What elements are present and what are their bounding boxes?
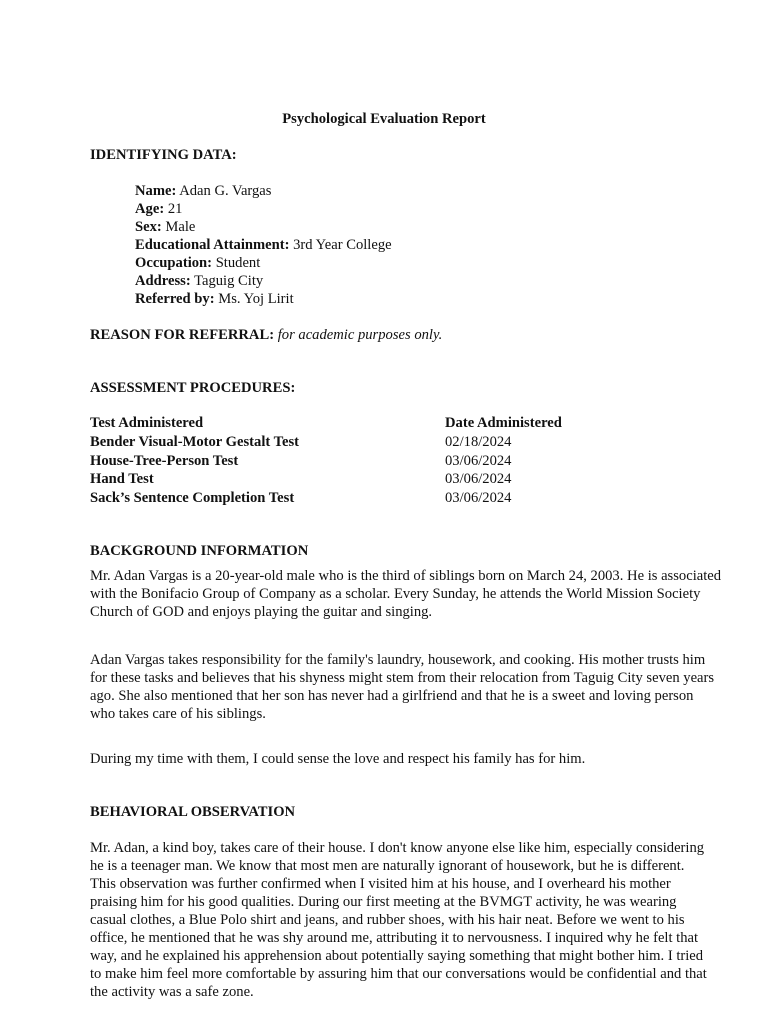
field-value: Adan G. Vargas bbox=[179, 183, 272, 199]
text-line: to make him feel more comfortable by assuring him that our conversations would be confidential and that bbox=[90, 966, 707, 982]
text-line: casual clothes, a Blue Polo shirt and jeans, and rubber shoes, with his hair neat. Before we went to his bbox=[90, 912, 685, 928]
field-label: Occupation: bbox=[135, 255, 213, 271]
behavioral-heading: BEHAVIORAL OBSERVATION bbox=[90, 804, 296, 820]
field-education bbox=[135, 236, 392, 254]
text-line: Church of GOD and enjoys playing the guitar and singing. bbox=[90, 604, 433, 620]
column-header-date: Date Administered bbox=[445, 415, 562, 431]
text-line: Adan Vargas takes responsibility for the family's laundry, housework, and cooking. His mother trusts him bbox=[90, 652, 706, 668]
field-name bbox=[135, 182, 271, 200]
field-value: Male bbox=[165, 219, 196, 235]
field-value: Taguig City bbox=[194, 273, 264, 289]
text-line: he is a teenager man. We know that most men are naturally ignorant of housework, but he is different. bbox=[90, 858, 685, 874]
text-line: praising him for his good qualities. During our first meeting at the BVMGT activity, he was wearing bbox=[90, 894, 677, 910]
text-line: the activity was a safe zone. bbox=[90, 984, 254, 1000]
field-sex bbox=[135, 218, 195, 236]
test-date: 03/06/2024 bbox=[445, 490, 512, 506]
referral-heading: REASON FOR REFERRAL: bbox=[90, 327, 275, 343]
text-line: Mr. Adan, a kind boy, takes care of their house. I don't know anyone else like him, especially considering bbox=[90, 840, 705, 856]
background-paragraph-3 bbox=[90, 750, 730, 768]
background-paragraph-1 bbox=[90, 567, 730, 621]
text-line: office, he mentioned that he was shy around me, attributing it to nervousness. I inquired why he felt that bbox=[90, 930, 699, 946]
text-line: with the Bonifacio Group of Company as a scholar. Every Sunday, he attends the World Mission Society bbox=[90, 586, 701, 602]
field-label: Address: bbox=[135, 273, 191, 289]
test-date: 02/18/2024 bbox=[445, 434, 512, 450]
test-date: 03/06/2024 bbox=[445, 453, 512, 469]
referral-text: for academic purposes only. bbox=[277, 327, 443, 343]
background-paragraph-2 bbox=[90, 651, 730, 723]
test-name: Bender Visual-Motor Gestalt Test bbox=[90, 434, 300, 450]
field-label: Name: bbox=[135, 183, 177, 199]
field-value: Student bbox=[215, 255, 261, 271]
field-label: Age: bbox=[135, 201, 165, 217]
field-label: Sex: bbox=[135, 219, 162, 235]
test-name: Sack’s Sentence Completion Test bbox=[90, 490, 295, 506]
text-line: This observation was further confirmed when I visited him at his house, and I overheard his mother bbox=[90, 876, 671, 892]
report-title: Psychological Evaluation Report bbox=[282, 111, 486, 127]
text-line: Mr. Adan Vargas is a 20-year-old male who is the third of siblings born on March 24, 2003. He is associated bbox=[90, 568, 722, 584]
field-value: Ms. Yoj Lirit bbox=[218, 291, 294, 307]
test-name: Hand Test bbox=[90, 471, 154, 487]
referral-section bbox=[90, 326, 442, 344]
identifying-heading: IDENTIFYING DATA: bbox=[90, 147, 237, 163]
field-label: Educational Attainment: bbox=[135, 237, 290, 253]
behavioral-paragraph-1 bbox=[90, 839, 730, 1001]
test-name: House-Tree-Person Test bbox=[90, 453, 239, 469]
field-referred-by bbox=[135, 290, 294, 308]
field-age bbox=[135, 200, 182, 218]
text-line: way, and he explained his apprehension about potentially saying something that might bother him. I tried bbox=[90, 948, 704, 964]
field-label: Referred by: bbox=[135, 291, 215, 307]
text-line: for these tasks and believes that his shyness might stem from their relocation from Taguig City seven years bbox=[90, 670, 715, 686]
field-occupation bbox=[135, 254, 260, 272]
text-line: During my time with them, I could sense the love and respect his family has for him. bbox=[90, 751, 586, 767]
text-line: ago. She also mentioned that her son has never had a girlfriend and that he is a sweet and loving person bbox=[90, 688, 694, 704]
column-header-test: Test Administered bbox=[90, 415, 204, 431]
field-address bbox=[135, 272, 263, 290]
text-line: who takes care of his siblings. bbox=[90, 706, 266, 722]
field-value: 21 bbox=[167, 201, 183, 217]
background-heading: BACKGROUND INFORMATION bbox=[90, 543, 309, 559]
assessment-heading: ASSESSMENT PROCEDURES: bbox=[90, 380, 296, 396]
field-value: 3rd Year College bbox=[293, 237, 392, 253]
test-date: 03/06/2024 bbox=[445, 471, 512, 487]
